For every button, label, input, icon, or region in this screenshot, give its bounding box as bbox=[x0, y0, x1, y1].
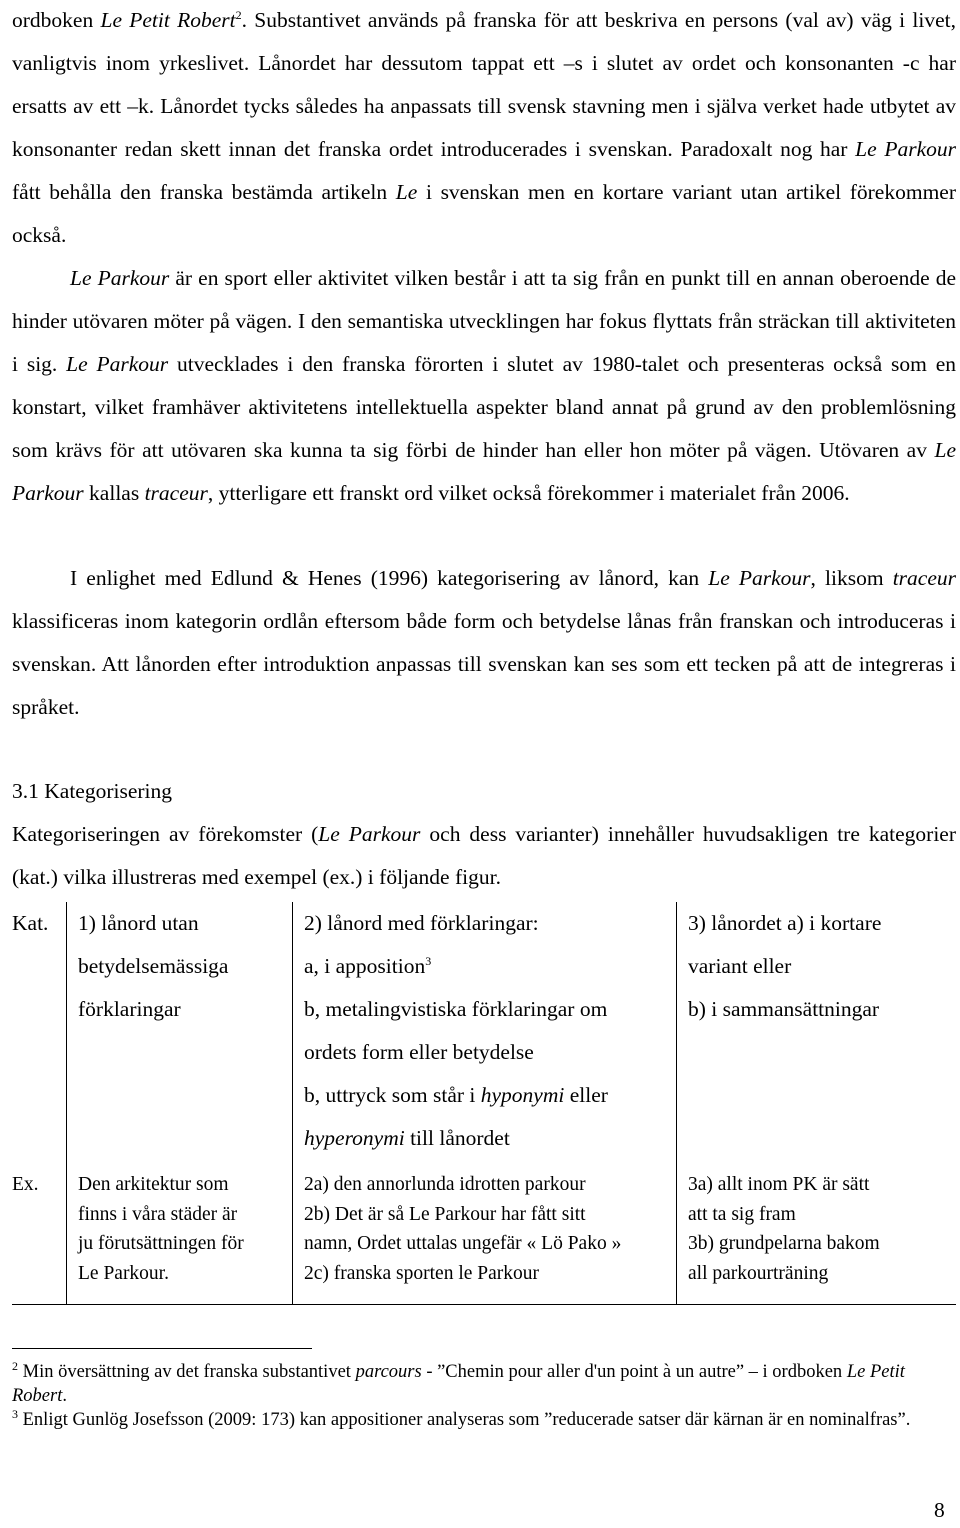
cell-category-3 bbox=[677, 902, 957, 1162]
italic-title: Le Petit Robert bbox=[12, 1362, 905, 1406]
page-number: 8 bbox=[934, 1498, 945, 1522]
cell-line: 2b) Det är så Le Parkour har fått sitt bbox=[304, 1203, 586, 1225]
italic-term: hyperonymi bbox=[304, 1126, 405, 1150]
cell-line: betydelsemässiga bbox=[78, 954, 229, 978]
italic-term: Le Parkour bbox=[708, 566, 811, 590]
cell-line: att ta sig fram bbox=[688, 1203, 796, 1225]
paragraph-lanord-anpassning bbox=[12, 0, 956, 515]
italic-title: Le Petit Robert bbox=[100, 8, 236, 32]
text-run: och dess varianter) innehåller huvudsakligen tre kategorier (kat.) vilka illustreras med exempel (ex.) i följande figur. bbox=[12, 822, 956, 889]
italic-term: Le Parkour bbox=[70, 266, 170, 290]
cell-line: b) i sammansättningar bbox=[688, 997, 880, 1021]
italic-term: Le Parkour bbox=[66, 352, 169, 376]
cell-line: 2c) franska sporten le Parkour bbox=[304, 1262, 539, 1284]
text-run: I enlighet med Edlund & Henes (1996) kategorisering av lånord, kan bbox=[70, 566, 709, 590]
cell-example-2 bbox=[293, 1162, 677, 1305]
cell-line: b, metalingvistiska förklaringar om bbox=[304, 997, 608, 1021]
cell-example-3 bbox=[677, 1162, 957, 1305]
italic-term: hyponymi bbox=[480, 1083, 565, 1107]
cell-text: till lånordet bbox=[404, 1126, 510, 1150]
cell-line bbox=[304, 1074, 676, 1117]
cell-text: Ex. bbox=[12, 1174, 39, 1195]
cell-line: ordets form eller betydelse bbox=[304, 1040, 534, 1064]
italic-term: Le Parkour bbox=[855, 137, 956, 161]
italic-term: traceur bbox=[144, 481, 208, 505]
italic-term: parcours bbox=[355, 1362, 422, 1382]
text-run: i svenskan men en kortare variant utan artikel förekommer också. bbox=[12, 180, 956, 247]
cell-text: Kat. bbox=[12, 911, 49, 935]
cell-line: förklaringar bbox=[78, 997, 181, 1021]
italic-term: Le bbox=[395, 180, 418, 204]
cell-category-1 bbox=[67, 902, 293, 1162]
text-run: fått behålla den franska bestämda artikeln bbox=[12, 180, 396, 204]
footnote-3 bbox=[12, 1408, 956, 1432]
paragraph-intro-figure bbox=[12, 813, 956, 899]
cell-text: a, i apposition bbox=[304, 954, 426, 978]
text-run: Min översättning av det franska substantivet bbox=[18, 1362, 356, 1382]
text-run: Enligt Gunlög Josefsson (2009: 173) kan appositioner analyseras som ”reducerade satser där kärnan är en nominalfras”. bbox=[18, 1410, 911, 1430]
category-figure-table bbox=[12, 902, 956, 1305]
cell-line: 3b) grundpelarna bakom bbox=[688, 1233, 880, 1254]
text-run: , ytterligare ett franskt ord vilket också förekommer i materialet från 2006. bbox=[207, 481, 850, 505]
cell-line: 2a) den annorlunda idrotten parkour bbox=[304, 1174, 586, 1195]
cell-line: Den arkitektur som bbox=[78, 1174, 229, 1195]
cell-line: finns i våra städer är bbox=[78, 1203, 238, 1225]
text-run: - ”Chemin pour aller d'un point à un autre” – i ordboken bbox=[421, 1362, 847, 1382]
text-run: ordboken bbox=[12, 8, 101, 32]
section-heading: 3.1 Kategorisering bbox=[12, 779, 173, 803]
footnote-ref-2[interactable]: 2 bbox=[235, 7, 242, 22]
cell-example-1 bbox=[67, 1162, 293, 1305]
footnote-number: 3 bbox=[12, 1406, 18, 1421]
cell-line: namn, Ordet uttalas ungefär « Lö Pako » bbox=[304, 1233, 622, 1254]
cell-line bbox=[304, 945, 676, 988]
footnote-number: 2 bbox=[12, 1358, 18, 1373]
paragraph-kategorisering-lanord bbox=[12, 557, 956, 729]
text-run: . Substantivet används på franska för att beskriva en persons (val av) väg i livet, vanligtvis inom yrkeslivet. Lånordet har dessutom tappat ett –s i slutet av ordet och konsonanten -c har ersatts av ett –k. Lånordet tycks således ha anpassats till svensk stavning men i själva verket hade utbytet av konsonanter redan skett innan det franska ordet introducerades i svenskan. Paradoxalt nog har bbox=[12, 8, 956, 161]
cell-category-2 bbox=[293, 902, 677, 1162]
italic-term: Le Parkour bbox=[318, 822, 421, 846]
cell-line bbox=[304, 1117, 676, 1160]
footnote-divider bbox=[12, 1348, 312, 1349]
text-run: . bbox=[62, 1386, 67, 1406]
cell-line: variant eller bbox=[688, 954, 792, 978]
footnote-ref-3[interactable]: 3 bbox=[425, 953, 432, 968]
cell-line: Le Parkour. bbox=[78, 1262, 169, 1284]
table-row-examples bbox=[12, 1162, 956, 1305]
table-row-categories bbox=[12, 902, 956, 1162]
cell-line: all parkourträning bbox=[688, 1262, 829, 1284]
cell-line: 1) lånord utan bbox=[78, 911, 199, 935]
cell-line: ju förutsättningen för bbox=[78, 1233, 244, 1254]
footnote-2 bbox=[12, 1360, 956, 1408]
text-run: klassificeras inom kategorin ordlån eftersom både form och betydelse lånas från franskan och introduceras i svenskan. Att lånorden efter introduktion anpassas till svenskan kan ses som ett tecken på att de integreras i språket. bbox=[12, 609, 956, 719]
text-run: kallas bbox=[83, 481, 145, 505]
text-run: utvecklades i den franska förorten i slutet av 1980-talet och presenteras också som en konstart, vilket framhäver aktivitetens intellektuella aspekter bland annat på grund av den problemlösning som krävs för att utövaren ska kunna ta sig förbi de hinder han eller hon möter på vägen. Utövaren av bbox=[12, 352, 956, 462]
cell-text: b, uttryck som står i bbox=[304, 1083, 481, 1107]
italic-term: Le Parkour bbox=[12, 438, 956, 505]
row-label-ex bbox=[12, 1162, 67, 1305]
cell-line: 2) lånord med förklaringar: bbox=[304, 911, 539, 935]
cell-line: 3) lånordet a) i kortare bbox=[688, 911, 882, 935]
italic-term: traceur bbox=[892, 566, 956, 590]
text-run: , liksom bbox=[810, 566, 893, 590]
cell-text: eller bbox=[564, 1083, 608, 1107]
cell-line: 3a) allt inom PK är sätt bbox=[688, 1174, 870, 1195]
text-run: Kategoriseringen av förekomster ( bbox=[12, 822, 319, 846]
text-run: är en sport eller aktivitet vilken består i att ta sig från en punkt till en annan oberoende de hinder utövaren möter på vägen. I den semantiska utvecklingen har fokus flyttats från sträckan till aktiviteten i sig. bbox=[12, 266, 957, 376]
row-label-kat bbox=[12, 902, 67, 1162]
footnotes bbox=[12, 1360, 956, 1432]
